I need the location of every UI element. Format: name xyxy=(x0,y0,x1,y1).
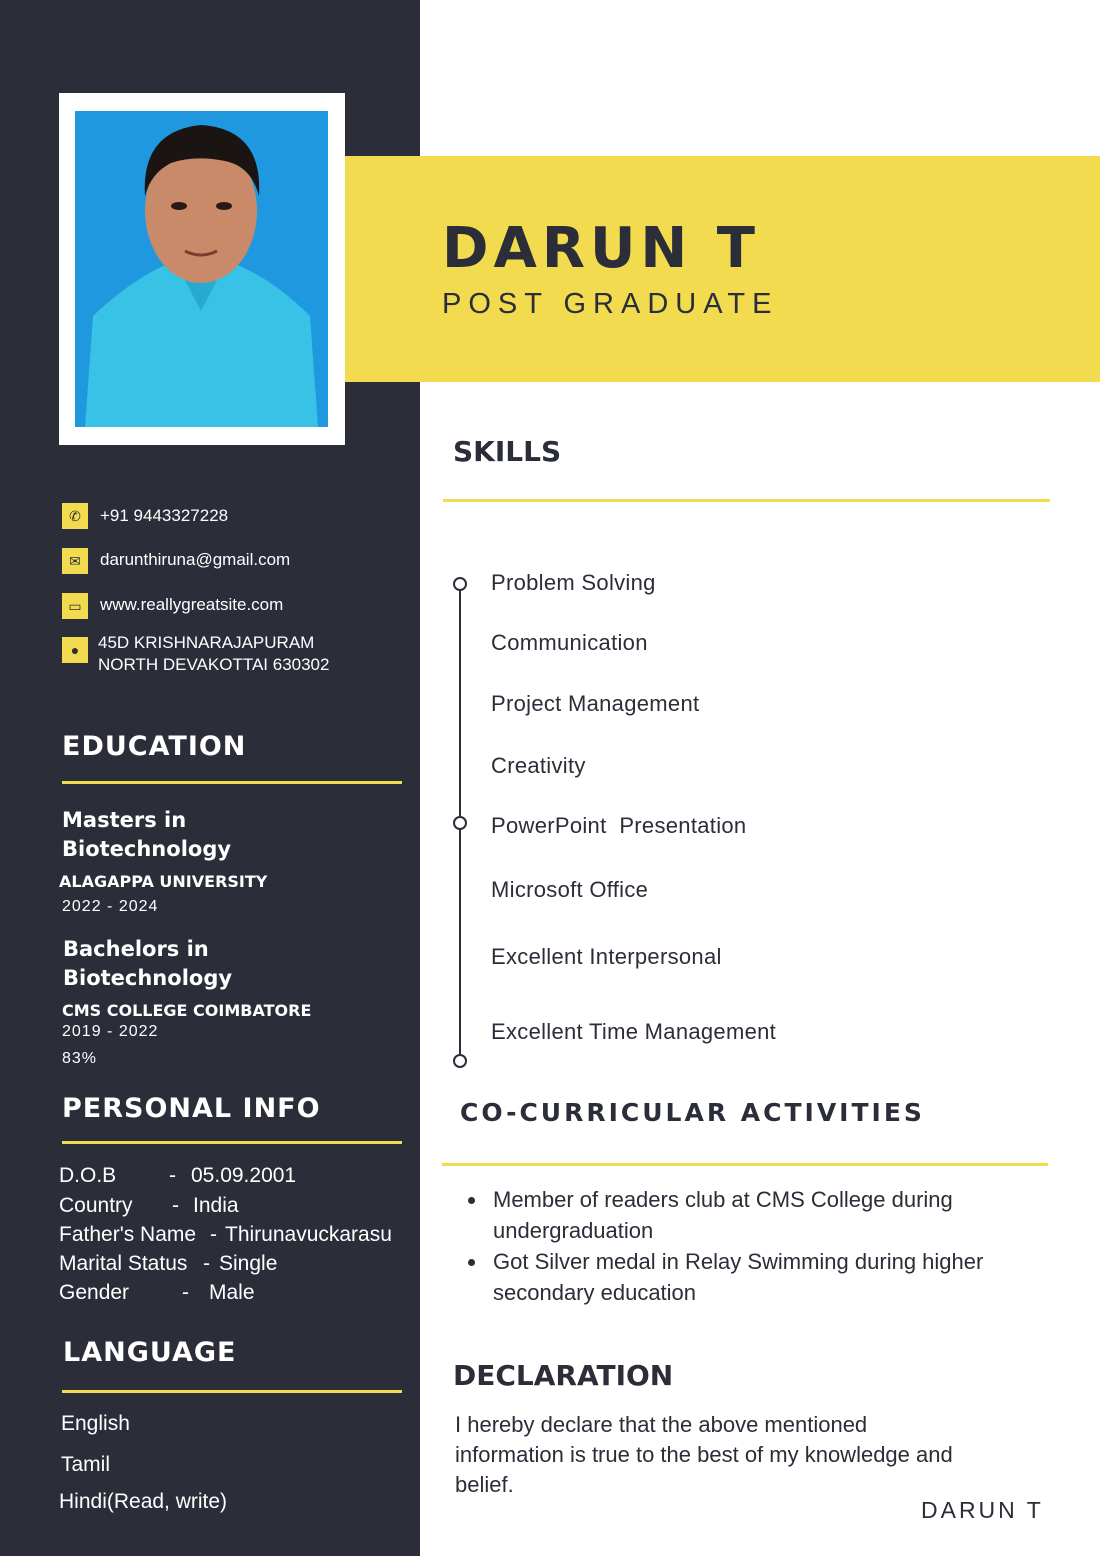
pi-label: Country xyxy=(59,1194,133,1217)
activity-item: Member of readers club at CMS College during undergraduation xyxy=(466,1184,1066,1246)
timeline-node xyxy=(453,816,467,830)
degree-line-2: Biotechnology xyxy=(62,837,232,861)
degree-line-1: Masters in xyxy=(62,808,187,832)
degree-line-2: Biotechnology xyxy=(63,966,233,990)
pi-value: Single xyxy=(219,1252,278,1275)
declaration-heading: DECLARATION xyxy=(453,1359,674,1392)
activities-list xyxy=(466,1184,1066,1308)
language-item: Hindi(Read, write) xyxy=(59,1490,228,1513)
language-item: English xyxy=(61,1412,130,1435)
education-rule xyxy=(62,781,402,784)
skill-item: Microsoft Office xyxy=(491,877,649,902)
education-heading: EDUCATION xyxy=(62,731,247,762)
mail-icon: ✉ xyxy=(62,548,88,574)
education-school-2: CMS COLLEGE COIMBATORE xyxy=(62,1001,312,1020)
education-school-1: ALAGAPPA UNIVERSITY xyxy=(59,872,268,891)
timeline-node xyxy=(453,577,467,591)
education-entry-2 xyxy=(63,935,232,993)
candidate-name: DARUN T xyxy=(442,216,760,281)
language-item: Tamil xyxy=(61,1453,111,1476)
candidate-title: POST GRADUATE xyxy=(442,288,779,320)
education-entry-1 xyxy=(62,806,231,864)
address-line-2: NORTH DEVAKOTTAI 630302 xyxy=(98,655,330,674)
pi-separator: - xyxy=(169,1164,176,1187)
personal-info-heading: PERSONAL INFO xyxy=(62,1093,321,1124)
education-score-2: 83% xyxy=(62,1050,98,1067)
education-years-1: 2022 - 2024 xyxy=(62,898,159,915)
pi-value: Male xyxy=(209,1281,255,1304)
address-line-1: 45D KRISHNARAJAPURAM xyxy=(98,633,315,652)
location-pin-icon: ● xyxy=(62,637,88,663)
timeline-node xyxy=(453,1054,467,1068)
education-years-2: 2019 - 2022 xyxy=(62,1023,159,1040)
pi-label: Father's Name xyxy=(59,1223,197,1246)
skill-item: Creativity xyxy=(491,753,586,778)
pi-separator: - xyxy=(203,1252,210,1275)
skill-item: Excellent Interpersonal xyxy=(491,944,722,969)
skill-item: Excellent Time Management xyxy=(491,1019,777,1044)
skill-item: Project Management xyxy=(491,691,700,716)
activities-heading: CO-CURRICULAR ACTIVITIES xyxy=(460,1098,925,1127)
skills-heading: SKILLS xyxy=(453,435,562,468)
pi-separator: - xyxy=(210,1223,217,1246)
website-text: www.reallygreatsite.com xyxy=(100,595,284,614)
phone-icon: ✆ xyxy=(62,503,88,529)
pi-label: Marital Status xyxy=(59,1252,188,1275)
activity-item: Got Silver medal in Relay Swimming during higher secondary education xyxy=(466,1246,1066,1308)
signature: DARUN T xyxy=(921,1497,1044,1523)
degree-line-1: Bachelors in xyxy=(63,937,209,961)
profile-photo xyxy=(75,111,328,427)
pi-value: Thirunavuckarasu xyxy=(225,1223,392,1246)
language-rule xyxy=(62,1390,402,1393)
pi-label: Gender xyxy=(59,1281,130,1304)
profile-photo-frame xyxy=(59,93,345,445)
pi-separator: - xyxy=(182,1281,189,1304)
pi-value: 05.09.2001 xyxy=(191,1164,297,1187)
activities-rule xyxy=(442,1163,1048,1166)
skill-item: PowerPoint Presentation xyxy=(491,813,747,838)
skill-item: Communication xyxy=(491,630,648,655)
phone-text: +91 9443327228 xyxy=(100,506,229,525)
skills-rule xyxy=(443,499,1050,502)
skill-item: Problem Solving xyxy=(491,570,656,595)
laptop-icon: ▭ xyxy=(62,593,88,619)
declaration-text: I hereby declare that the above mentioned information is true to the best of my knowledge and belief. xyxy=(455,1412,953,1497)
personal-info-rule xyxy=(62,1141,402,1144)
email-text: darunthiruna@gmail.com xyxy=(100,550,291,569)
pi-separator: - xyxy=(172,1194,179,1217)
pi-label: D.O.B xyxy=(59,1164,117,1187)
language-heading: LANGUAGE xyxy=(63,1337,237,1368)
pi-value: India xyxy=(193,1194,239,1217)
